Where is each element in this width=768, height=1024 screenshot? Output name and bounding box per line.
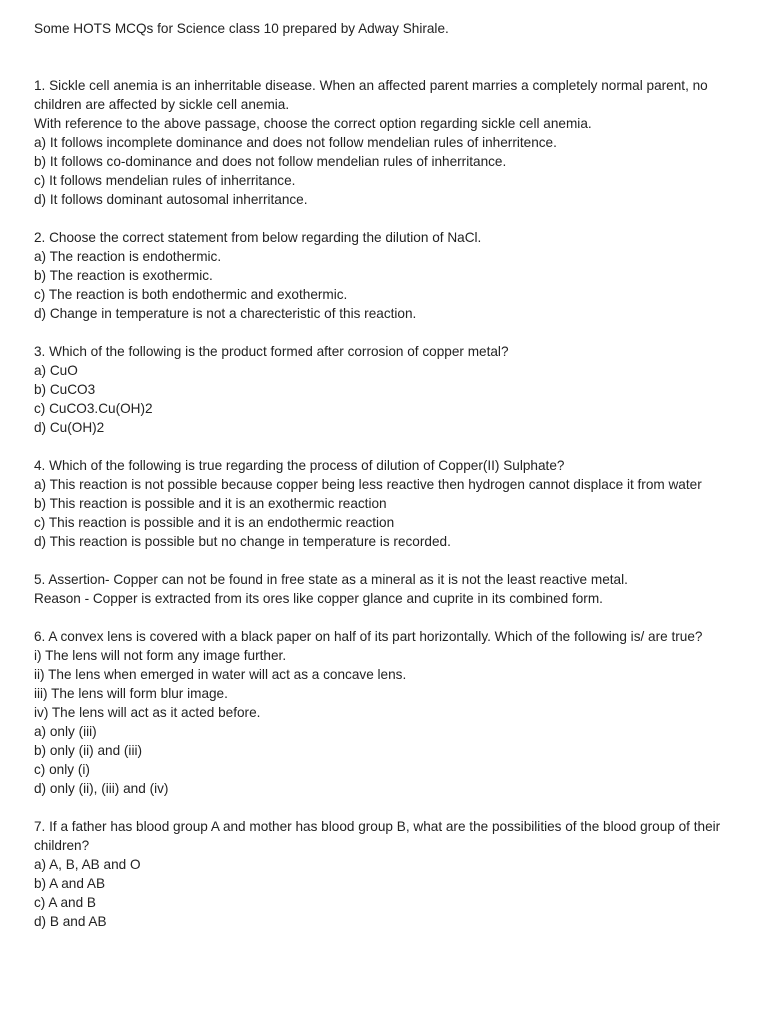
question-7: [34, 817, 734, 931]
reason-text: Reason - Copper is extracted from its ores like copper glance and cuprite in its combined form.: [34, 591, 603, 606]
option-c: c) only (i): [34, 762, 90, 777]
option-d: d) This reaction is possible but no change in temperature is recorded.: [34, 534, 451, 549]
option-b: b) A and AB: [34, 876, 106, 891]
option-b: b) This reaction is possible and it is an exothermic reaction: [34, 496, 387, 511]
question-list: [34, 76, 734, 931]
question-instruction: With reference to the above passage, choose the correct option regarding sickle cell anemia.: [34, 116, 592, 131]
document-title: Some HOTS MCQs for Science class 10 prepared by Adway Shirale.: [34, 21, 449, 36]
statement-ii: ii) The lens when emerged in water will act as a concave lens.: [34, 667, 407, 682]
option-b: b) The reaction is exothermic.: [34, 268, 213, 283]
option-b: b) only (ii) and (iii): [34, 743, 143, 758]
option-a: a) The reaction is endothermic.: [34, 249, 222, 264]
option-d: d) Cu(OH)2: [34, 420, 105, 435]
option-c: c) This reaction is possible and it is an endothermic reaction: [34, 515, 395, 530]
question-text: 3. Which of the following is the product formed after corrosion of copper metal?: [34, 344, 509, 359]
option-c: c) CuCO3.Cu(OH)2: [34, 401, 153, 416]
option-a: a) A, B, AB and O: [34, 857, 141, 872]
question-6: [34, 627, 734, 798]
option-c: c) The reaction is both endothermic and exothermic.: [34, 287, 348, 302]
question-text: 4. Which of the following is true regarding the process of dilution of Copper(II) Sulphate?: [34, 458, 565, 473]
question-text: 1. Sickle cell anemia is an inherritable disease. When an affected parent marries a completely normal parent, no children are affected by sickle cell anemia.: [34, 78, 708, 112]
option-a: a) CuO: [34, 363, 78, 378]
statement-i: i) The lens will not form any image further.: [34, 648, 287, 663]
statement-iii: iii) The lens will form blur image.: [34, 686, 228, 701]
statement-iv: iv) The lens will act as it acted before.: [34, 705, 261, 720]
option-a: a) only (iii): [34, 724, 97, 739]
option-d: d) B and AB: [34, 914, 107, 929]
option-b: b) It follows co-dominance and does not follow mendelian rules of inherritance.: [34, 154, 507, 169]
option-d: d) It follows dominant autosomal inherritance.: [34, 192, 308, 207]
question-text: 2. Choose the correct statement from below regarding the dilution of NaCl.: [34, 230, 482, 245]
question-4: [34, 456, 734, 551]
option-d: d) Change in temperature is not a charecteristic of this reaction.: [34, 306, 417, 321]
question-1: [34, 76, 734, 209]
assertion-text: 5. Assertion- Copper can not be found in free state as a mineral as it is not the least reactive metal.: [34, 572, 628, 587]
option-a: a) This reaction is not possible because copper being less reactive then hydrogen cannot displace it from water: [34, 477, 702, 492]
option-c: c) It follows mendelian rules of inherritance.: [34, 173, 296, 188]
option-d: d) only (ii), (iii) and (iv): [34, 781, 169, 796]
question-text: 6. A convex lens is covered with a black paper on half of its part horizontally. Which of the following is/ are true?: [34, 629, 703, 644]
option-a: a) It follows incomplete dominance and does not follow mendelian rules of inherritence.: [34, 135, 557, 150]
option-c: c) A and B: [34, 895, 96, 910]
option-b: b) CuCO3: [34, 382, 96, 397]
question-text: 7. If a father has blood group A and mother has blood group B, what are the possibilities of the blood group of their children?: [34, 819, 721, 853]
question-3: [34, 342, 734, 437]
question-2: [34, 228, 734, 323]
question-5: [34, 570, 734, 608]
